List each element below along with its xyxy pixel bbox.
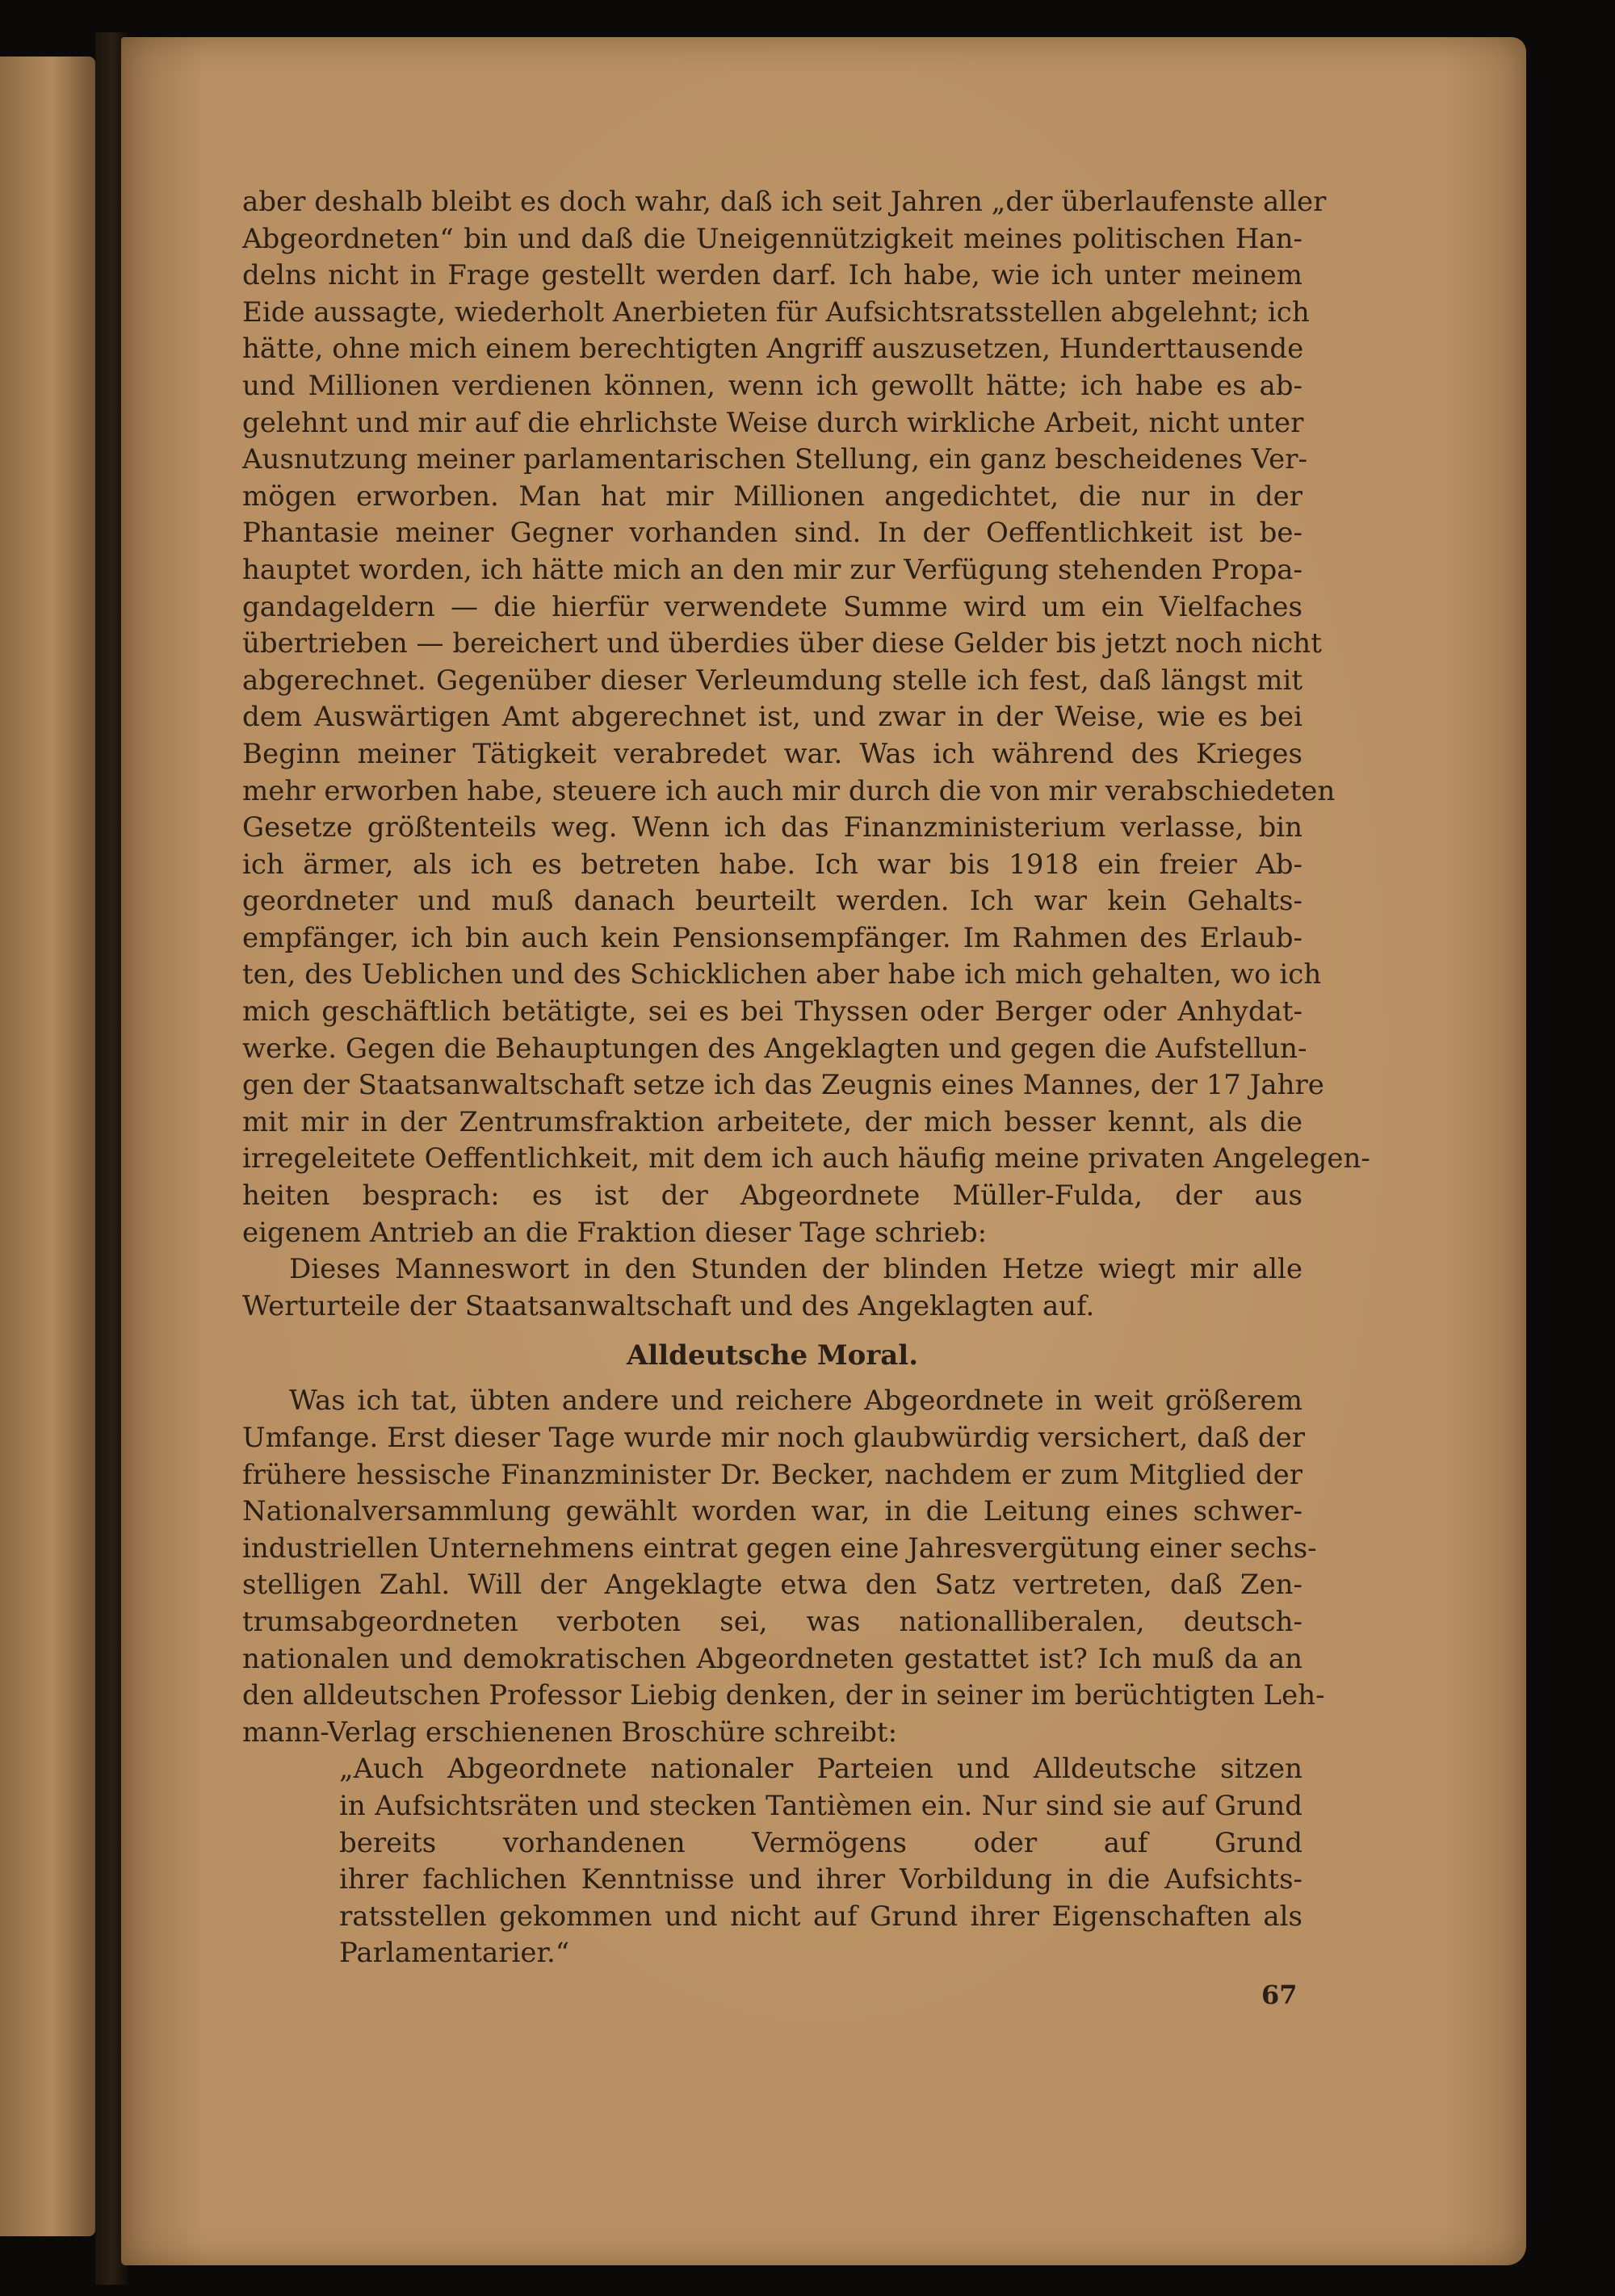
text-line: Ausnutzung meiner parlamentarischen Stellung, ein ganz bescheidenes Ver- xyxy=(242,443,1307,476)
text-line: Umfange. Erst dieser Tage wurde mir noch glaubwürdig versichert, daß der xyxy=(242,1422,1305,1454)
text-line: dem Auswärtigen Amt abgerechnet ist, und zwar in der Weise, wie es bei xyxy=(242,701,1302,734)
text-line: mehr erworben habe, steuere ich auch mir durch die von mir verabschiedeten xyxy=(242,774,1336,807)
text-line: geordneter und muß danach beurteilt werden. Ich war kein Gehalts- xyxy=(242,885,1302,918)
text-line: irregeleitete Oeffentlichkeit, mit dem ich auch häufig meine privaten Angelegen- xyxy=(242,1142,1370,1175)
quote-line: in Aufsichtsräten und stecken Tantièmen ein. Nur sind sie auf Grund xyxy=(339,1789,1302,1822)
text-line: gelehnt und mir auf die ehrlichste Weise durch wirkliche Arbeit, nicht unter xyxy=(242,406,1304,439)
text-line: Gesetze größtenteils weg. Wenn ich das Finanzministerium verlasse, bin xyxy=(242,811,1302,844)
text-line: Abgeordneten“ bin und daß die Uneigennützigkeit meines politischen Han- xyxy=(242,222,1302,255)
text-line: industriellen Unternehmens eintrat gegen eine Jahresvergütung einer sechs- xyxy=(242,1531,1317,1565)
text-line: frühere hessische Finanzminister Dr. Becker, nachdem er zum Mitglied der xyxy=(242,1458,1302,1491)
page-number: 67 xyxy=(1261,1980,1298,2010)
page-body-text xyxy=(242,184,1370,1972)
text-line: Dieses Manneswort in den Stunden der blinden Hetze wiegt mir alle xyxy=(289,1253,1302,1286)
quote-line: ihrer fachlichen Kenntnisse und ihrer Vorbildung in die Aufsichts- xyxy=(339,1863,1302,1896)
quote-line: ratsstellen gekommen und nicht auf Grund ihrer Eigenschaften als xyxy=(339,1900,1302,1933)
text-line: den alldeutschen Professor Liebig denken, der in seiner im berüchtigten Leh- xyxy=(242,1679,1325,1712)
quote-line: „Auch Abgeordnete nationaler Parteien und Alldeutsche sitzen xyxy=(339,1753,1302,1786)
text-line: werke. Gegen die Behauptungen des Angeklagten und gegen die Aufstellun- xyxy=(242,1032,1307,1065)
text-line: Eide aussagte, wiederholt Anerbieten für Aufsichtsratsstellen abgelehnt; ich xyxy=(242,295,1310,329)
quote-line: Parlamentarier.“ xyxy=(339,1937,570,1970)
text-line: stelligen Zahl. Will der Angeklagte etwa den Satz vertreten, daß Zen- xyxy=(242,1569,1302,1602)
text-line: ten, des Ueblichen und des Schicklichen aber habe ich mich gehalten, wo ich xyxy=(242,958,1322,991)
text-line: gandageldern — die hierfür verwendete Summe wird um ein Vielfaches xyxy=(242,590,1302,623)
text-line: nationalen und demokratischen Abgeordneten gestattet ist? Ich muß da an xyxy=(242,1642,1302,1675)
text-line: empfänger, ich bin auch kein Pensionsempfänger. Im Rahmen des Erlaub- xyxy=(242,921,1302,954)
text-line: mich geschäftlich betätigte, sei es bei Thyssen oder Berger oder Anhydat- xyxy=(242,995,1302,1029)
quote-line: bereits vorhandenen Vermögens oder auf Grund xyxy=(339,1826,1302,1859)
text-line: übertrieben — bereichert und überdies über diese Gelder bis jetzt noch nicht xyxy=(242,627,1322,660)
text-line: Werturteile der Staatsanwaltschaft und des Angeklagten auf. xyxy=(242,1289,1095,1322)
text-line: mann-Verlag erschienenen Broschüre schreibt: xyxy=(242,1716,898,1749)
facing-page-edge xyxy=(0,57,95,2236)
text-line: mit mir in der Zentrumsfraktion arbeitete, der mich besser kennt, als die xyxy=(242,1105,1302,1138)
text-line: hätte, ohne mich einem berechtigten Angriff auszusetzen, Hunderttausende xyxy=(242,333,1304,366)
text-line: aber deshalb bleibt es doch wahr, daß ich seit Jahren „der überlaufenste aller xyxy=(242,186,1327,218)
text-line: Was ich tat, übten andere und reichere Abgeordnete in weit größerem xyxy=(289,1385,1302,1418)
text-line: Nationalversammlung gewählt worden war, in die Leitung eines schwer- xyxy=(242,1495,1302,1528)
text-line: abgerechnet. Gegenüber dieser Verleumdung stelle ich fest, daß längst mit xyxy=(242,664,1302,697)
text-line: und Millionen verdienen können, wenn ich gewollt hätte; ich habe es ab- xyxy=(242,369,1302,402)
text-line: mögen erworben. Man hat mir Millionen angedichtet, die nur in der xyxy=(242,480,1302,513)
text-line: delns nicht in Frage gestellt werden darf. Ich habe, wie ich unter meinem xyxy=(242,259,1302,292)
text-line: ich ärmer, als ich es betreten habe. Ich war bis 1918 ein freier Ab- xyxy=(242,848,1302,881)
text-line: eigenem Antrieb an die Fraktion dieser Tage schrieb: xyxy=(242,1216,988,1249)
text-line: hauptet worden, ich hätte mich an den mir zur Verfügung stehenden Propa- xyxy=(242,553,1302,586)
text-line: Phantasie meiner Gegner vorhanden sind. In der Oeffentlichkeit ist be- xyxy=(242,517,1302,550)
text-line: trumsabgeordneten verboten sei, was nationalliberalen, deutsch- xyxy=(242,1605,1302,1638)
text-line: heiten besprach: es ist der Abgeordnete Müller-Fulda, der aus xyxy=(242,1179,1302,1213)
text-line: Beginn meiner Tätigkeit verabredet war. Was ich während des Krieges xyxy=(242,737,1302,770)
section-heading: Alldeutsche Moral. xyxy=(626,1339,919,1372)
text-line: gen der Staatsanwaltschaft setze ich das Zeugnis eines Mannes, der 17 Jahre xyxy=(242,1069,1324,1102)
